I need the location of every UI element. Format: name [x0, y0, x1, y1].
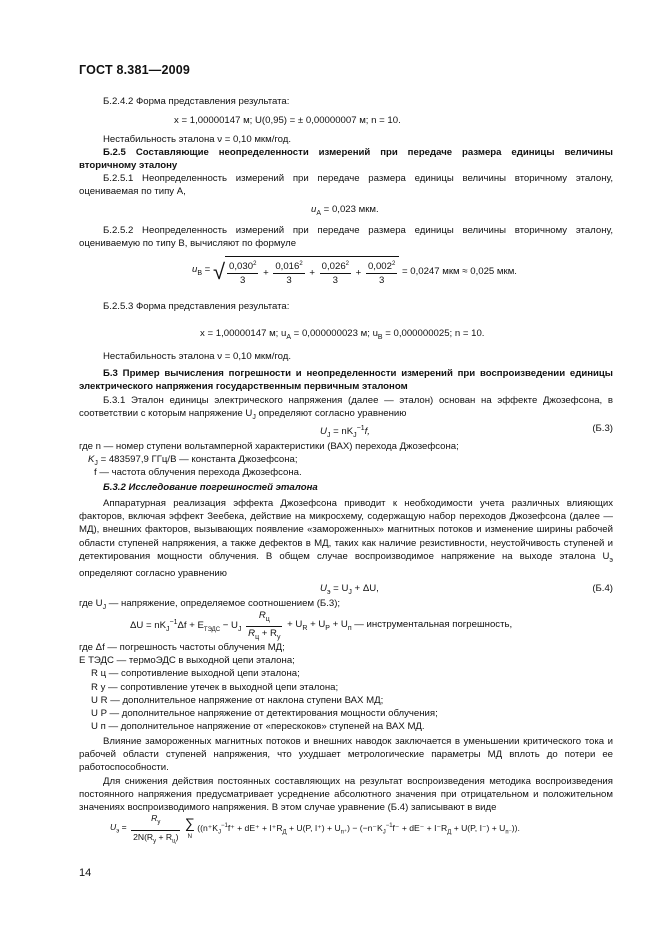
s253-result: x = 1,00000147 м; $u_A = 0,000000023$ м; $u_B = 0,000000025$; n = 10. — [200, 328, 485, 341]
s253-instability: Нестабильность эталона ν = 0,10 мкм/год. — [103, 351, 292, 362]
def-up: U P — дополнительное напряжение от детектирования мощности облучения; — [91, 708, 438, 720]
s3-heading: Б.3 Пример вычисления погрешности и неопределенности измерений при воспроизведении единицы электрического напряжения государственным первичным эталоном — [79, 368, 613, 393]
s251-text: Б.2.5.1 Неопределенность измерений при передаче размера единицы величины вторичному эталону, оцениваемая по типу А, — [79, 173, 613, 198]
s252-text: Б.2.5.2 Неопределенность измерений при передаче размера единицы величины вторичному эталону, оцениваемую по типу В, вычисляют по формуле — [79, 225, 613, 250]
def-un: U п — дополнительное напряжение от «перескоков» ступеней на ВАХ МД. — [91, 721, 425, 733]
def-etedc: E ТЭДС — термоЭДС в выходной цепи эталона; — [79, 655, 295, 667]
def-rc: R ц — сопротивление выходной цепи эталона; — [91, 668, 300, 680]
def-df: где Δf — погрешность частоты облучения МД; — [79, 642, 285, 653]
where-uj: где $U_J$ — напряжение, определяемое соотношением (Б.3); — [79, 598, 341, 611]
s32-text: Аппаратурная реализация эффекта Джозефсона приводит к необходимости учета различных влияющих факторов, включая эффект Зеебека, действие на микросхему, содержащую набор переходов Джозефсона (далее — МД), внешних факторов, вызывающих появление «замороженных» магнитных потоков и изменение ширины рабочей области ступеней напряжения, а также дефектов в МД, таких как наличие резистивности, неустойчивость ступеней и детектирования мощности облучения. В общем случае воспроизводимое напряжение на выходе эталона $U_э$ определяют согласно уравнению — [79, 498, 613, 579]
s25-heading: Б.2.5 Составляющие неопределенности измерений при передаче размера единицы величины вторичному эталону — [79, 147, 613, 172]
s242-instability: Нестабильность эталона ν = 0,10 мкм/год. — [103, 134, 292, 145]
s32-frozen-flux: Влияние замороженных магнитных потоков и внешних наводок заключается в уменьшении критического тока и рабочей области ступеней напряжения, что ухудшает метрологические параметры МД вплоть до потери ее работоспособности. — [79, 736, 613, 774]
final-formula: $U_э$ = $\frac{R_у}{2N(R_у + R_ц)}$ ∑ N (($n^+K_J^{-1}f^+ + dE^+ + I^+R_Д + U(P$, $I^+) + U_{п^+}) - (-n^-K_J^{-1}f^- + dE^- + I^-R_Д + U(P$, $I^-) + U_{п^-}$)). — [110, 813, 520, 845]
s31-text: Б.3.1 Эталон единицы электрического напряжения (далее — эталон) основан на эффекте Джозефсона, в соответствии с которым напряжение $U_J$ определяют согласно уравнению — [79, 395, 613, 422]
def-ry: R у — сопротивление утечек в выходной цепи эталона; — [91, 681, 339, 693]
eq-b4: $U_э = U_J + \Delta U$, — [320, 583, 379, 596]
s32-averaging: Для снижения действия постоянных составляющих на результат воспроизведения методика воспроизведения постоянного напряжения предусматривает усреднение абсолютного значения при отрицательном и положительном значениях воспроизводимого напряжения. В этом случае уравнение (Б.4) записывают в виде — [79, 776, 613, 814]
eq-b3-number: (Б.3) — [592, 423, 613, 434]
s32-heading: Б.3.2 Исследование погрешностей эталона — [103, 482, 318, 493]
s242-result: x = 1,00000147 м; U(0,95) = ± 0,00000007 м; n = 10. — [174, 115, 401, 126]
uA-formula: $u_A = 0,023$ мкм. — [311, 204, 379, 217]
dU-formula: $\Delta U = nK_J^{-1}\Delta f + E_{ТЭДС} - U_J$ $\frac{R_ц}{R_ц + R_у}$ + $U_R + U_P + U_п$ — инструментальная погрешность, — [130, 610, 513, 642]
eq-b4-number: (Б.4) — [592, 583, 613, 594]
page-number: 14 — [79, 867, 92, 879]
def-ur: U R — дополнительное напряжение от наклона ступени ВАХ МД; — [91, 694, 384, 706]
uB-formula: $u_B$ = √ $\frac{0,030^2}{3}$ + $\frac{0,016^2}{3}$ + $\frac{0,026^2}{3}$ + $\frac{0,002^2}{3}$ = 0,0247 мкм ≈ 0,025 мкм. — [192, 256, 517, 292]
where-kj: $K_J = 483597,9$ ГГц/В — константа Джозефсона; — [88, 454, 298, 467]
s253-caption: Б.2.5.3 Форма представления результата: — [103, 301, 290, 312]
where-f: f — частота облучения перехода Джозефсона. — [94, 467, 302, 478]
eq-b3: $U_J = nK_J^{-1}f$, — [320, 425, 370, 440]
s242-caption: Б.2.4.2 Форма представления результата: — [103, 96, 290, 107]
where-n: где n — номер ступени вольтамперной характеристики (ВАХ) перехода Джозефсона; — [79, 441, 459, 452]
page-header: ГОСТ 8.381—2009 — [79, 63, 191, 77]
definitions-list — [79, 641, 613, 733]
